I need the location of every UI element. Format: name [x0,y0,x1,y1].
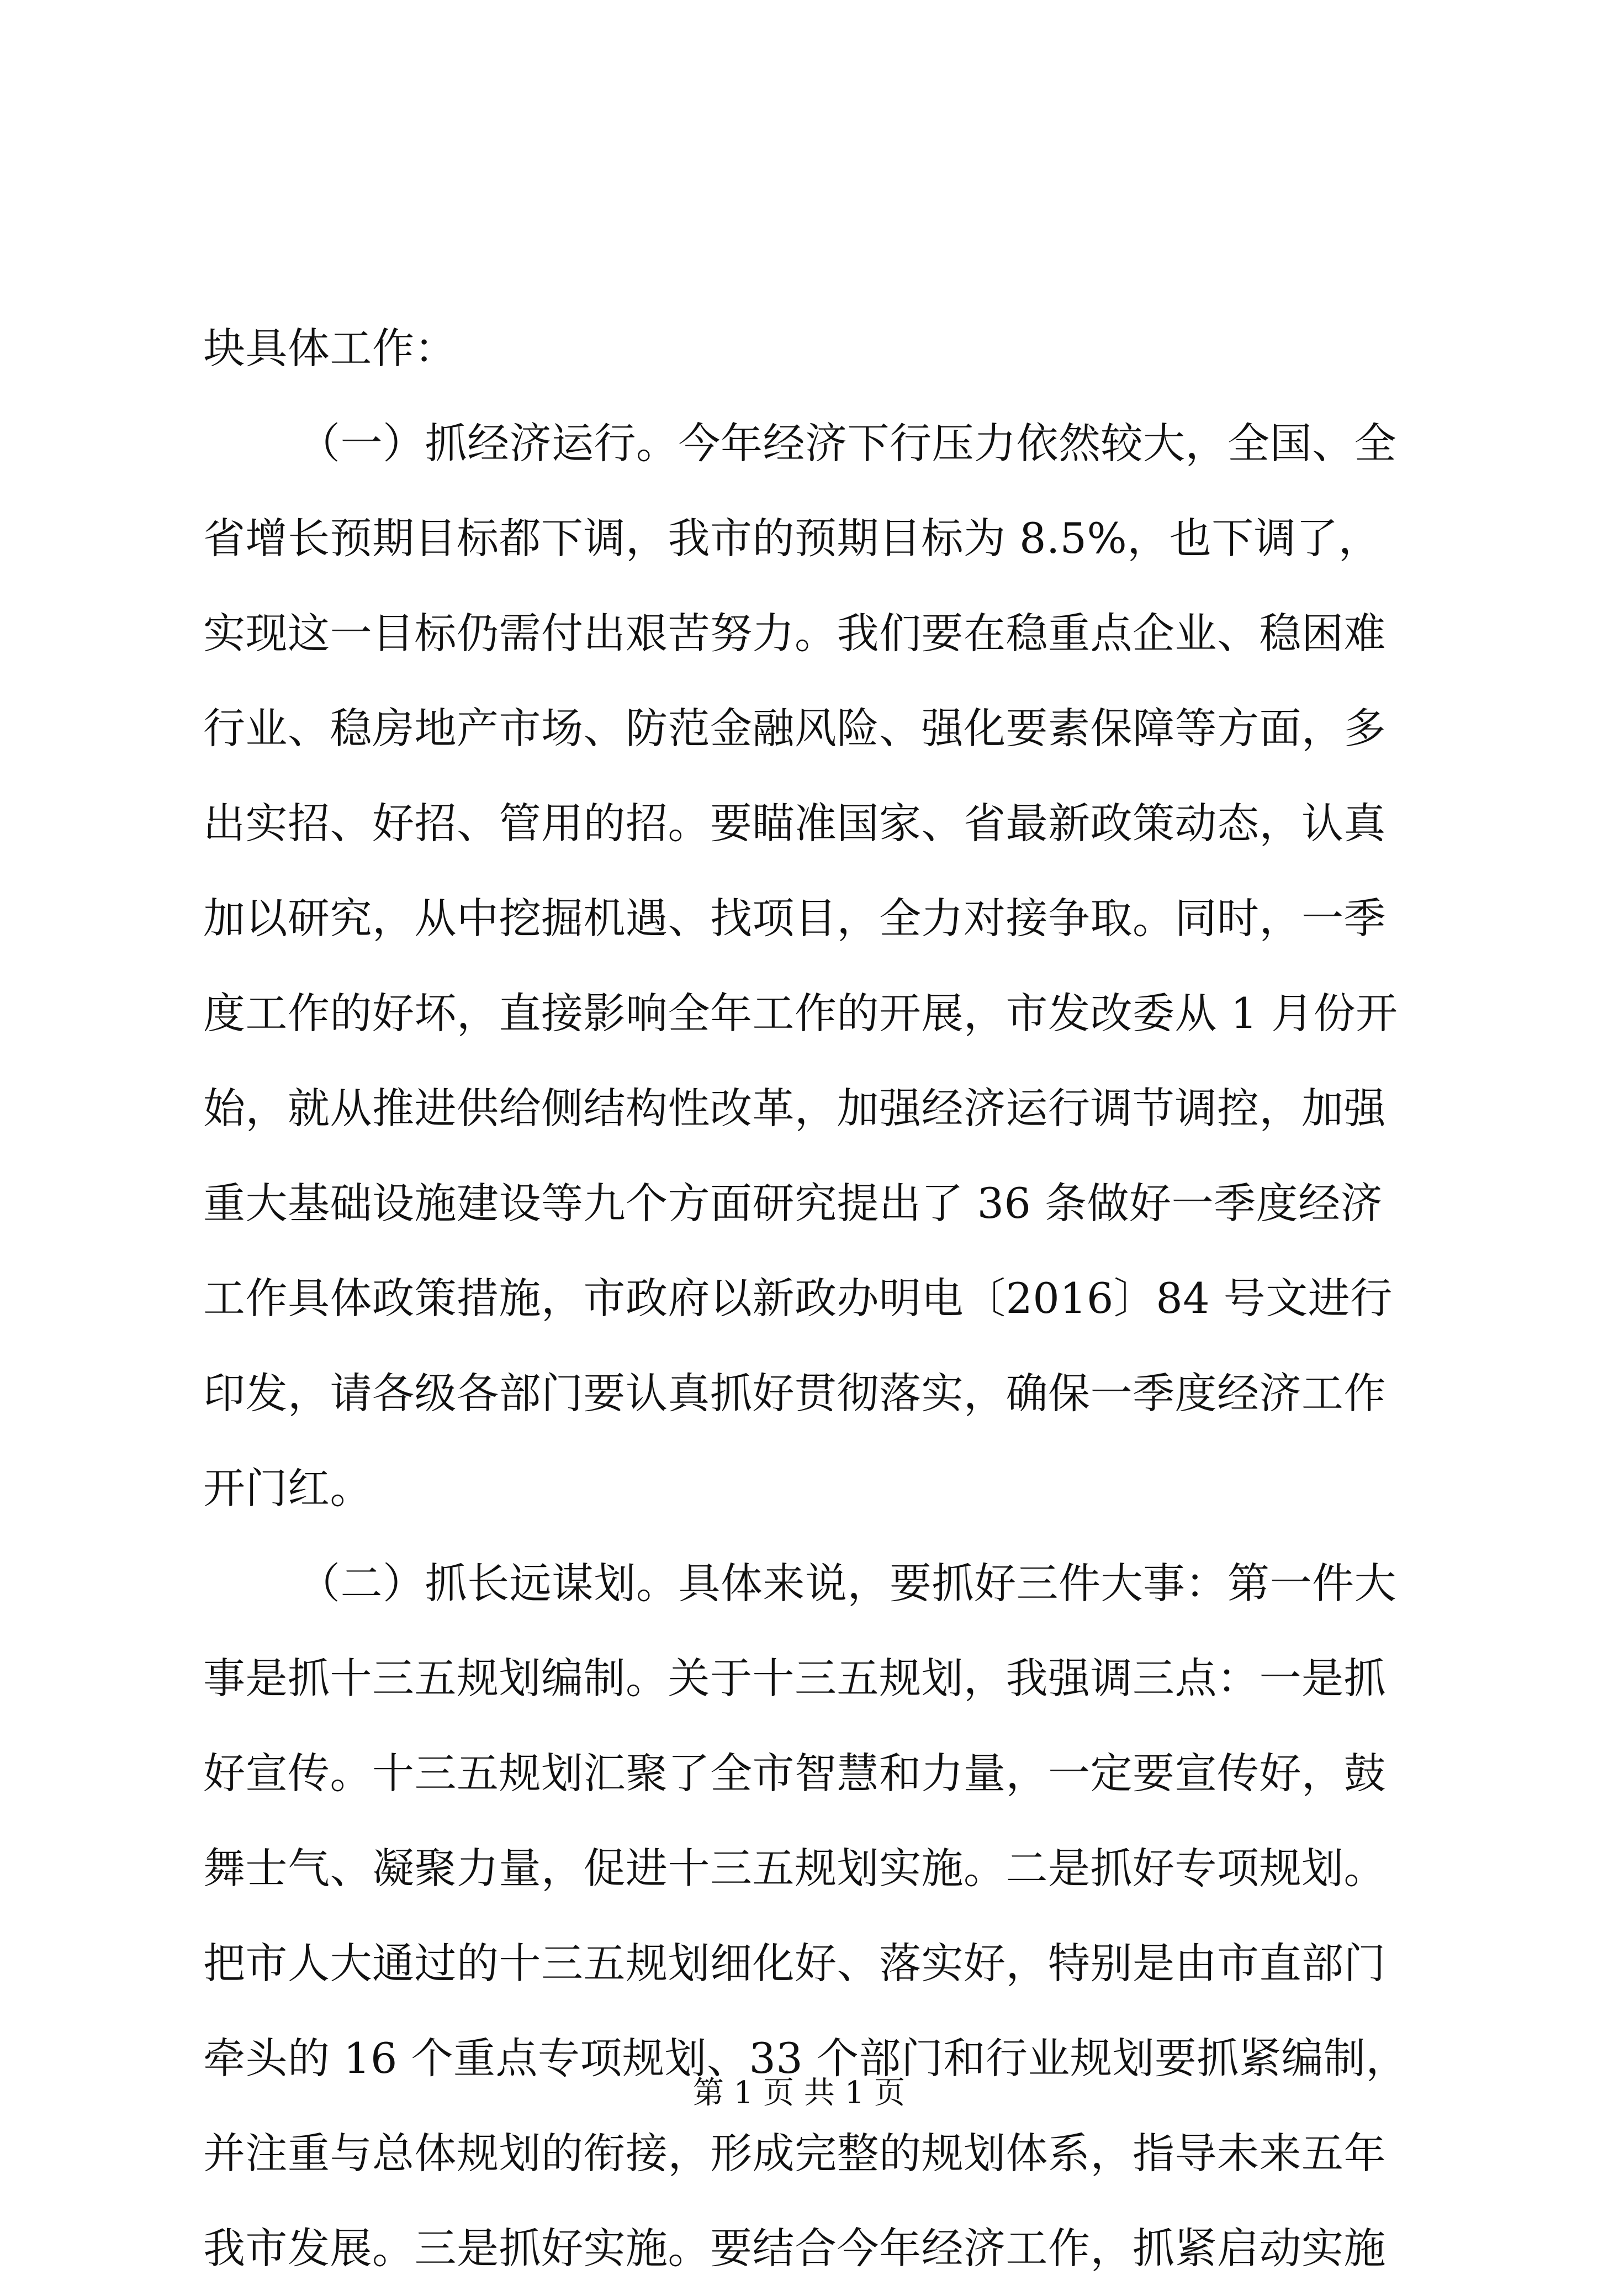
document-body [203,301,1408,2296]
body-line-13: 开门红。 [203,1464,372,1513]
body-line-2: （一）抓经济运行。今年经济下行压力依然较大，全国、全 [298,419,1396,468]
body-line-6: 出实招、好招、管用的招。要瞄准国家、省最新政策动态，认真 [203,799,1386,848]
body-line-15: 事是抓十三五规划编制。关于十三五规划，我强调三点：一是抓 [203,1654,1386,1703]
page-number-label: 第 1 页 共 1 页 [692,2075,906,2111]
body-line-14: （二）抓长远谋划。具体来说，要抓好三件大事：第一件大 [298,1559,1396,1608]
body-line-16: 好宣传。十三五规划汇聚了全市智慧和力量，一定要宣传好，鼓 [203,1749,1386,1798]
body-line-8: 度工作的好坏，直接影响全年工作的开展，市发改委从 1 月份开 [203,989,1398,1038]
body-line-19: 牵头的 16 个重点专项规划、33 个部门和行业规划要抓紧编制， [203,2034,1408,2083]
body-line-21: 我市发展。三是抓好实施。要结合今年经济工作，抓紧启动实施 [203,2224,1386,2273]
body-line-1: 块具体工作： [203,324,457,373]
body-line-4: 实现这一目标仍需付出艰苦努力。我们要在稳重点企业、稳困难 [203,609,1386,658]
body-line-3: 省增长预期目标都下调，我市的预期目标为 8.5%，也下调了， [203,514,1381,563]
page-footer [0,2068,1598,2118]
body-line-9: 始，就从推进供给侧结构性改革，加强经济运行调节调控，加强 [203,1084,1386,1133]
body-line-20: 并注重与总体规划的衔接，形成完整的规划体系，指导未来五年 [203,2129,1386,2178]
body-line-17: 舞士气、凝聚力量，促进十三五规划实施。二是抓好专项规划。 [203,1844,1386,1893]
body-line-12: 印发，请各级各部门要认真抓好贯彻落实，确保一季度经济工作 [203,1369,1386,1418]
body-line-7: 加以研究，从中挖掘机遇、找项目，全力对接争取。同时，一季 [203,894,1386,943]
body-line-18: 把市人大通过的十三五规划细化好、落实好，特别是由市直部门 [203,1939,1386,1988]
body-line-11: 工作具体政策措施，市政府以新政办明电〔2016〕84 号文进行 [203,1274,1393,1323]
body-line-10: 重大基础设施建设等九个方面研究提出了 36 条做好一季度经济 [203,1179,1383,1228]
body-line-5: 行业、稳房地产市场、防范金融风险、强化要素保障等方面，多 [203,704,1386,753]
